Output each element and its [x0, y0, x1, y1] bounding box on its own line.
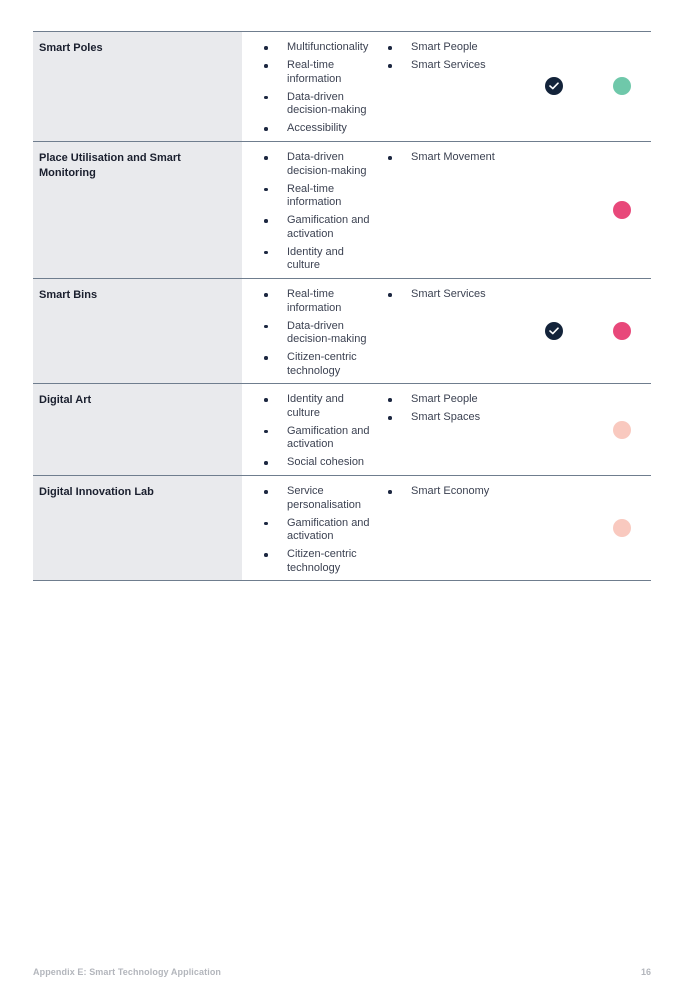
page-number: 16 [641, 967, 652, 977]
list-item: Identity and culture [244, 393, 359, 420]
list-item: Gamification and activation [244, 517, 377, 544]
principles-cell [244, 142, 386, 278]
pillars-list [386, 393, 536, 425]
principles-cell [244, 279, 386, 383]
status-dot-icon [613, 77, 631, 95]
list-item: Identity and culture [244, 246, 359, 273]
check-cell [536, 142, 589, 278]
list-item: Accessibility [244, 122, 386, 136]
principles-cell [244, 384, 386, 475]
status-cell [589, 142, 651, 278]
status-cell [589, 279, 651, 383]
technology-table [33, 31, 651, 581]
pillars-cell [386, 32, 536, 141]
list-item: Smart Services [386, 288, 536, 302]
check-cell [536, 476, 589, 580]
pillars-list [386, 485, 536, 499]
list-item: Data-driven decision-making [244, 91, 373, 118]
list-item: Real-time information [244, 288, 359, 315]
technology-name: Digital Innovation Lab [33, 476, 242, 580]
principles-list [244, 288, 386, 378]
status-cell [589, 476, 651, 580]
list-item: Social cohesion [244, 456, 386, 470]
table-row [33, 279, 651, 384]
list-item: Multifunctionality [244, 41, 386, 55]
principles-list [244, 151, 386, 273]
pillars-cell [386, 142, 536, 278]
pillars-list [386, 288, 536, 302]
footer-title: Appendix E: Smart Technology Application [33, 967, 222, 977]
pillars-list [386, 151, 536, 165]
table-row [33, 32, 651, 142]
principles-list [244, 41, 386, 136]
list-item: Real-time information [244, 59, 359, 86]
list-item: Smart People [386, 41, 536, 55]
principles-list [244, 393, 386, 470]
principles-list [244, 485, 386, 575]
table-row [33, 142, 651, 279]
list-item: Gamification and activation [244, 214, 377, 241]
technology-name: Smart Poles [33, 32, 242, 141]
pillars-cell [386, 476, 536, 580]
checkmark-icon [545, 77, 563, 95]
principles-cell [244, 476, 386, 580]
list-item: Data-driven decision-making [244, 151, 373, 178]
list-item: Data-driven decision-making [244, 320, 373, 347]
status-dot-icon [613, 421, 631, 439]
status-dot-icon [613, 519, 631, 537]
status-cell [589, 384, 651, 475]
list-item: Smart Economy [386, 485, 536, 499]
list-item: Smart Spaces [386, 411, 536, 425]
check-cell [536, 384, 589, 475]
status-dot-icon [613, 322, 631, 340]
table-row [33, 384, 651, 476]
table-row [33, 476, 651, 581]
pillars-cell [386, 279, 536, 383]
status-dot-icon [613, 201, 631, 219]
technology-name: Place Utilisation and Smart Monitoring [33, 142, 242, 278]
list-item: Citizen-centric technology [244, 351, 365, 378]
list-item: Smart People [386, 393, 536, 407]
status-cell [589, 32, 651, 141]
list-item: Citizen-centric technology [244, 548, 365, 575]
list-item: Smart Services [386, 59, 536, 73]
pillars-list [386, 41, 536, 73]
principles-cell [244, 32, 386, 141]
technology-name: Digital Art [33, 384, 242, 475]
check-cell [536, 32, 589, 141]
list-item: Real-time information [244, 183, 359, 210]
check-cell [536, 279, 589, 383]
list-item: Smart Movement [386, 151, 536, 165]
pillars-cell [386, 384, 536, 475]
list-item: Service personalisation [244, 485, 367, 512]
technology-name: Smart Bins [33, 279, 242, 383]
checkmark-icon [545, 322, 563, 340]
list-item: Gamification and activation [244, 425, 377, 452]
